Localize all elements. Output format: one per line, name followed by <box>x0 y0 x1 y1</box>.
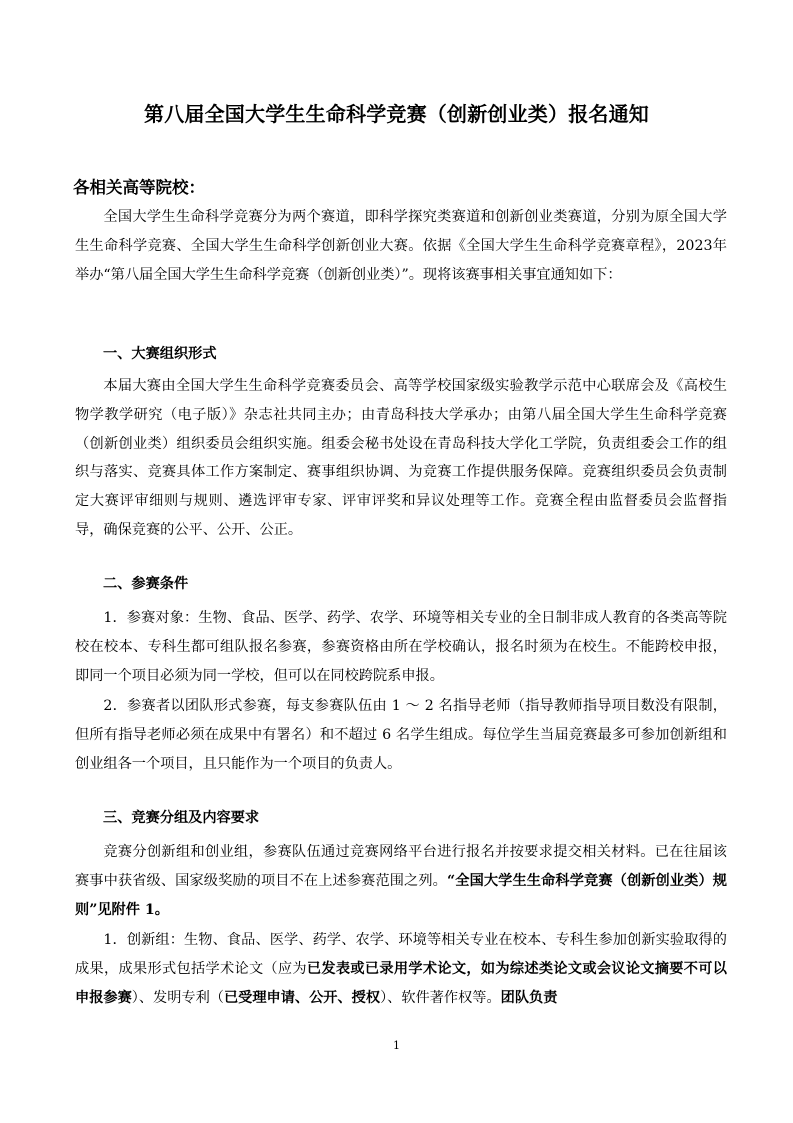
page-title: 第八届全国大学生生命科学竞赛（创新创业类）报名通知 <box>144 102 649 126</box>
groups-text: 竞赛分创新组和创业组，参赛队伍通过竞赛网络平台进行报名并按要求提交相关材料。已在往届该赛事中获省级、国家级奖励的项目不在上述参赛范围之列。 <box>75 844 727 889</box>
section-organization <box>75 372 727 545</box>
innovation-text-2: ）、发明专利（ <box>131 989 224 1006</box>
eligibility-item-1: 1．参赛对象：生物、食品、医学、药学、农学、环境等相关专业的全日制非成人教育的各类高等院校在校本、专科生都可组队报名参赛，参赛资格由所在学校确认，报名时须为在校生。不能跨校申报，即同一个项目必须为同一学校，但可以在同校跨院系申报。 <box>75 610 727 684</box>
rules-attachment-note: “全国大学生生命科学竞赛（创新创业类）规则”见附件 1。 <box>75 872 727 918</box>
organization-paragraph: 本届大赛由全国大学生生命科学竞赛委员会、高等学校国家级实验教学示范中心联席会及《高校生物学教学研究（电子版）》杂志社共同主办；由青岛科技大学承办；由第八届全国大学生生命科学竞赛（创新创业类）组织委员会组织实施。组委会秘书处设在青岛科技大学化工学院，负责组委会工作的组织与落实、竞赛具体工作方案制定、赛事组织协调、为竞赛工作提供服务保障。竞赛组织委员会负责制定大赛评审细则与规则、遴选评审专家、评审评奖和异议处理等工作。竞赛全程由监督委员会监督指导，确保竞赛的公平、公开、公正。 <box>75 378 727 538</box>
groups-paragraph <box>75 838 727 924</box>
section-eligibility <box>75 604 727 779</box>
section-heading-organization: 一、大赛组织形式 <box>103 346 217 362</box>
innovation-text-3: ）、软件著作权等。 <box>380 989 501 1006</box>
section-heading-eligibility: 二、参赛条件 <box>103 576 189 592</box>
innovation-text-1: 1．创新组：生物、食品、医学、药学、农学、环境等相关专业在校本、专科生参加创新实验取得的成果，成果形式包括学术论文（应为 <box>75 932 727 978</box>
salutation: 各相关高等院校： <box>73 178 205 197</box>
page-number: 1 <box>393 1039 400 1052</box>
section-groups <box>75 838 727 1013</box>
innovation-emphasis-2: 已受理申请、公开、授权 <box>223 989 381 1006</box>
innovation-emphasis-1: 已发表或已录用学术论文，如为综述类论文或会议论文摘要不可以申报参赛 <box>75 961 727 1006</box>
innovation-group-item <box>75 926 727 1012</box>
intro-block <box>75 203 727 289</box>
section-heading-groups: 三、竞赛分组及内容要求 <box>103 810 260 826</box>
eligibility-item-2: 2．参赛者以团队形式参赛，每支参赛队伍由 1 ～ 2 名指导老师（指导教师指导项目数没有限制，但所有指导老师必须在成果中有署名）和不超过 6 名学生组成。每位学生当届竞赛最多可参加创新组和创业组各一个项目，且只能作为一个项目的负责人。 <box>75 698 727 772</box>
intro-paragraph: 全国大学生生命科学竞赛分为两个赛道，即科学探究类赛道和创新创业类赛道，分别为原全国大学生生命科学竞赛、全国大学生生命科学创新创业大赛。依据《全国大学生生命科学竞赛章程》，2023年举办“第八届全国大学生生命科学竞赛（创新创业类）”。现将该赛事相关事宜通知如下： <box>75 209 727 283</box>
innovation-emphasis-3: 团队负责 <box>500 989 558 1006</box>
